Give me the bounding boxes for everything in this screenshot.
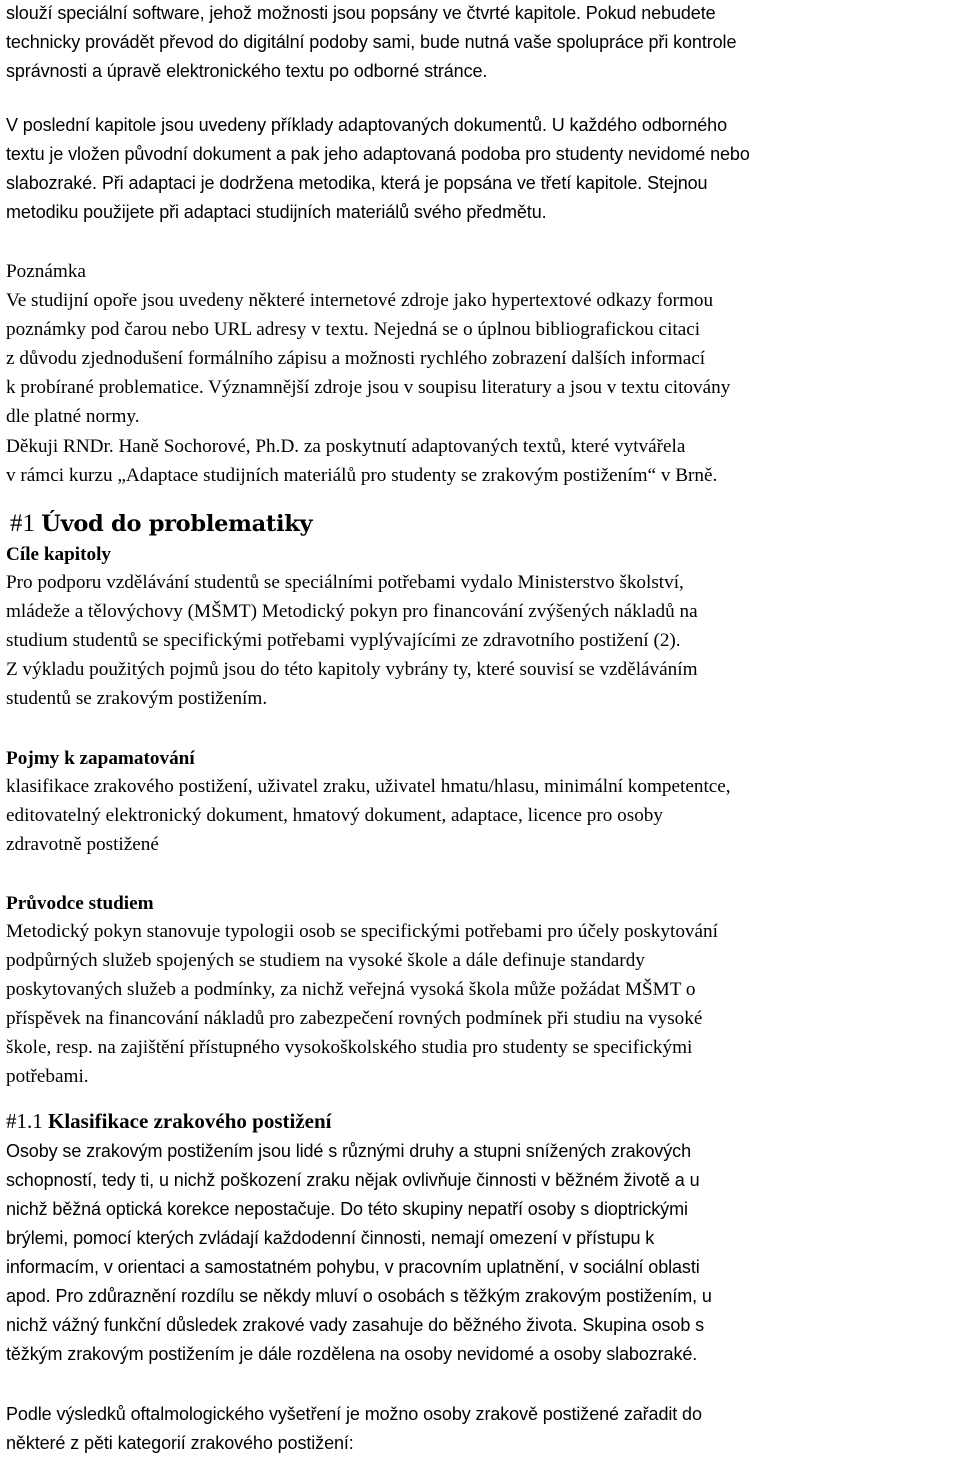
text-line: brýlemi, pomocí kterých zvládají každodenní činnosti, nemají omezení v přístupu k [6, 1228, 655, 1248]
text-line: informacím, v orientaci a samostatném pohybu, v pracovním uplatnění, v sociální oblasti [6, 1257, 700, 1277]
chapter-note-paragraph [6, 111, 956, 227]
text-line: škole, resp. na zajištění přístupného vysokoškolského studia pro studenty se specifickými [6, 1037, 693, 1059]
text-line: slouží speciální software, jehož možnosti jsou popsány ve čtvrté kapitole. Pokud nebudete [6, 3, 716, 23]
text-line: některé z pěti kategorií zrakového postižení: [6, 1433, 354, 1453]
section-title: Klasifikace zrakového postižení [48, 1109, 332, 1133]
text-line: těžkým zrakovým postižením je dále rozdělena na osoby nevidomé a osoby slabozraké. [6, 1344, 698, 1364]
text-line: Ve studijní opoře jsou uvedeny některé internetové zdroje jako hypertextové odkazy formou [6, 290, 714, 312]
remark-label: Poznámka [6, 261, 86, 282]
text-line: Podle výsledků oftalmologického vyšetření je možno osoby zrakově postižené zařadit do [6, 1404, 702, 1424]
text-line: mládeže a tělovýchovy (MŠMT) Metodický pokyn pro financování zvýšených nákladů na [6, 601, 698, 623]
text-line: slabozraké. Při adaptaci je dodržena metodika, která je popsána ve třetí kapitole. Stejnou [6, 173, 708, 193]
terms-heading: Pojmy k zapamatování [6, 748, 195, 769]
text-line: studium studentů se specifickými potřebami vyplývajícími ze zdravotního postižení (2). [6, 630, 681, 652]
goals-heading: Cíle kapitoly [6, 544, 112, 565]
text-line: apod. Pro zdůraznění rozdílu se někdy mluví o osobách s těžkým zrakovým postižením, u [6, 1286, 712, 1306]
text-line: Metodický pokyn stanovuje typologii osob se specifickými potřebami pro účely poskytování [6, 921, 718, 942]
text-line: editovatelný elektronický dokument, hmatový dokument, adaptace, licence pro osoby [6, 805, 663, 827]
text-line: potřebami. [6, 1066, 89, 1088]
text-line: nichž vážný funkční důsledek zrakové vady zasahuje do běžného života. Skupina osob s [6, 1315, 705, 1335]
text-line: technicky provádět převod do digitální podoby sami, bude nutná vaše spolupráce při kontrole [6, 32, 737, 52]
text-line: Osoby se zrakovým postižením jsou lidé s různými druhy a stupni snížených zrakových [6, 1141, 691, 1161]
text-line: studentů se zrakovým postižením. [6, 688, 268, 710]
section-heading [6, 1106, 956, 1136]
text-line: schopností, tedy ti, u nichž poškození zraku nějak ovlivňuje činnosti v běžném životě a u [6, 1170, 700, 1190]
goals-paragraph [6, 568, 956, 713]
guide-heading: Průvodce studiem [6, 893, 154, 914]
text-line: metodiku použijete při adaptaci studijních materiálů svého předmětu. [6, 202, 547, 222]
text-line: zdravotně postižené [6, 834, 159, 856]
text-line: Děkuji RNDr. Haně Sochorové, Ph.D. za poskytnutí adaptovaných textů, které vytvářela [6, 435, 686, 457]
text-line: poznámky pod čarou nebo URL adresy v textu. Nejedná se o úplnou bibliografickou citaci [6, 319, 701, 341]
chapter-heading [6, 507, 956, 541]
text-line: V poslední kapitole jsou uvedeny příklady adaptovaných dokumentů. U každého odborného [6, 115, 727, 135]
text-line: dle platné normy. [6, 406, 140, 428]
text-line: klasifikace zrakového postižení, uživatel zraku, uživatel hmatu/hlasu, minimální kompetentce, [6, 776, 731, 797]
text-line: Pro podporu vzdělávání studentů se speciálními potřebami vydalo Ministerstvo školství, [6, 572, 684, 593]
text-line: podpůrných služeb spojených se studiem na vysoké škole a dále definuje standardy [6, 950, 645, 972]
text-line: nichž běžná optická korekce nepostačuje. Do této skupiny nepatří osoby s dioptrickými [6, 1199, 688, 1219]
text-line: textu je vložen původní dokument a pak jeho adaptovaná podoba pro studenty nevidomé nebo [6, 144, 750, 164]
classification-paragraph [6, 1137, 956, 1369]
chapter-title: Úvod do problematiky [41, 511, 313, 537]
text-line: v rámci kurzu „Adaptace studijních materiálů pro studenty se zrakovým postižením“ v Brně. [6, 464, 718, 486]
intro-paragraph [6, 0, 956, 86]
text-line: poskytovaných služeb a podmínky, za nichž veřejná vysoká škola může požádat MŠMT o [6, 979, 696, 1001]
text-line: správnosti a úpravě elektronického textu po odborné stránce. [6, 61, 488, 81]
text-line: k probírané problematice. Významnější zdroje jsou v soupisu literatury a jsou v textu citovány [6, 377, 731, 399]
text-line: z důvodu zjednodušení formálního zápisu a možnosti rychlého zobrazení dalších informací [6, 348, 706, 370]
closing-paragraph [6, 1400, 956, 1458]
text-line: Z výkladu použitých pojmů jsou do této kapitoly vybrány ty, které souvisí se vzděláváním [6, 659, 698, 681]
text-line: příspěvek na financování nákladů pro zabezpečení rovných podmínek při studiu na vysoké [6, 1008, 703, 1030]
chapter-number: #1 [10, 510, 35, 537]
section-number: #1.1 [6, 1109, 43, 1133]
remark-block [6, 257, 956, 490]
terms-paragraph [6, 772, 956, 859]
guide-paragraph [6, 917, 956, 1092]
